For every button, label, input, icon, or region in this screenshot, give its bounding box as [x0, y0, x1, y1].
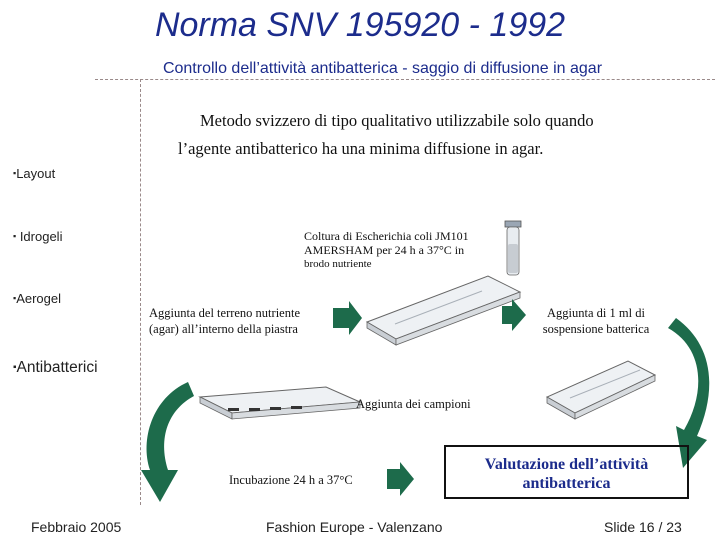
result-label-line-2: antibatterica — [522, 475, 611, 492]
arrow-right-icon — [387, 462, 414, 496]
arrow-right-icon — [333, 301, 362, 335]
step-agar-label: Aggiunta del terreno nutriente (agar) all’interno della piastra — [149, 306, 300, 336]
footer-event: Fashion Europe - Valenzano — [266, 519, 443, 535]
curved-arrow-down-icon — [141, 382, 194, 502]
nav-item-label: Aerogel — [16, 291, 62, 306]
method-line-1: Metodo svizzero di tipo qualitativo utilizzabile solo quando — [200, 111, 594, 130]
step-culture-label: Coltura di Escherichia coli JM101 AMERSHAM per 24 h a 37°C in brodo nutriente — [304, 229, 469, 270]
slide-title: Norma SNV 195920 - 1992 — [154, 6, 566, 44]
petri-dish-agar-icon — [367, 276, 520, 345]
petri-dish-samples-icon — [200, 387, 360, 419]
step-incubation-label: Incubazione 24 h a 37°C — [229, 473, 353, 487]
nav-item-label: Layout — [16, 166, 56, 181]
slide-number: Slide 16 / 23 — [604, 519, 682, 535]
bullet-icon: ▪ — [13, 362, 17, 373]
slide-subtitle: Controllo dell’attività antibatterica - saggio di diffusione in agar — [162, 60, 603, 77]
result-label-line-1: Valutazione dell’attività — [484, 456, 649, 473]
test-tube-icon — [505, 221, 521, 275]
bullet-icon: ▪ — [13, 231, 17, 241]
nav-item-label: Idrogeli — [16, 229, 63, 244]
method-line-2: l’agente antibatterico ha una minima diffusione in agar. — [178, 139, 544, 158]
bullet-icon: ▪ — [13, 168, 17, 178]
step-samples-label: Aggiunta dei campioni — [356, 397, 471, 411]
result-box — [444, 445, 689, 499]
nav-item-label: Antibatterici — [16, 359, 98, 376]
bullet-icon: ▪ — [13, 293, 17, 303]
step-suspension-label: Aggiunta di 1 ml di sospensione batterica — [542, 306, 650, 336]
petri-dish-suspension-icon — [547, 361, 655, 419]
footer-date: Febbraio 2005 — [31, 519, 122, 535]
